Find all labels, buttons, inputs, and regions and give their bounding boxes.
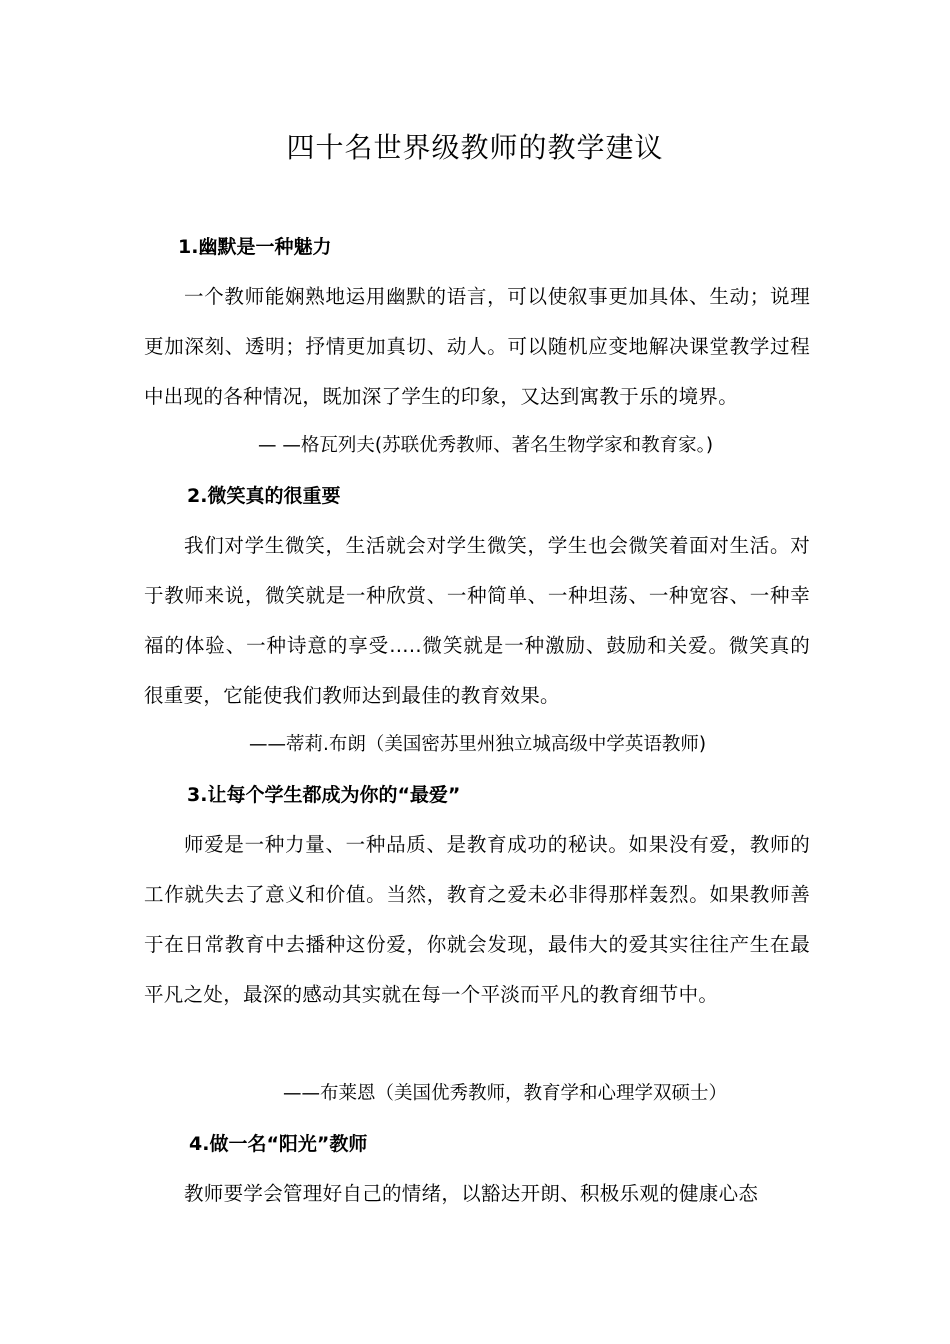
section-heading-2: 2.微笑真的很重要 — [187, 485, 341, 507]
section-paragraph-4: 教师要学会管理好自己的情绪，以豁达开朗、积极乐观的健康心态 — [184, 1182, 759, 1205]
section-paragraph-3: 师爱是一种力量、一种品质、是教育成功的秘诀。如果没有爱，教师的工作就失去了意义和价值。当然，教育之爱未必非得那样轰烈。如果教师善于在日常教育中去播种这份爱，你就会发现，最伟大的爱其实往往产生在最平凡之处，最深的感动其实就在每一个平淡而平凡的教育细节中。 — [144, 833, 810, 1006]
section-attribution-1: — —格瓦列夫(苏联优秀教师、著名生物学家和教育家。) — [258, 435, 714, 456]
section-heading-3: 3.让每个学生都成为你的“最爱” — [187, 784, 461, 806]
section-attribution-2: ——蒂莉.布朗（美国密苏里州独立城高级中学英语教师) — [249, 734, 707, 755]
document-title: 四十名世界级教师的教学建议 — [286, 131, 664, 164]
section-paragraph-1: 一个教师能娴熟地运用幽默的语言，可以使叙事更加具体、生动；说理更加深刻、透明；抒情更加真切、动人。可以随机应变地解决课堂教学过程中出现的各种情况，既加深了学生的印象，又达到寓教于乐的境界。 — [144, 285, 810, 408]
section-heading-4: 4.做一名“阳光”教师 — [189, 1133, 368, 1155]
section-attribution-3: ——布莱恩（美国优秀教师，教育学和心理学双硕士） — [283, 1083, 728, 1104]
section-heading-1: 1.幽默是一种魅力 — [178, 236, 332, 258]
section-paragraph-2: 我们对学生微笑，生活就会对学生微笑，学生也会微笑着面对生活。对于教师来说，微笑就是一种欣赏、一种简单、一种坦荡、一种宽容、一种幸福的体验、一种诗意的享受…..微笑就是一种激励、鼓励和关爱。微笑真的很重要，它能使我们教师达到最佳的教育效果。 — [144, 534, 810, 707]
